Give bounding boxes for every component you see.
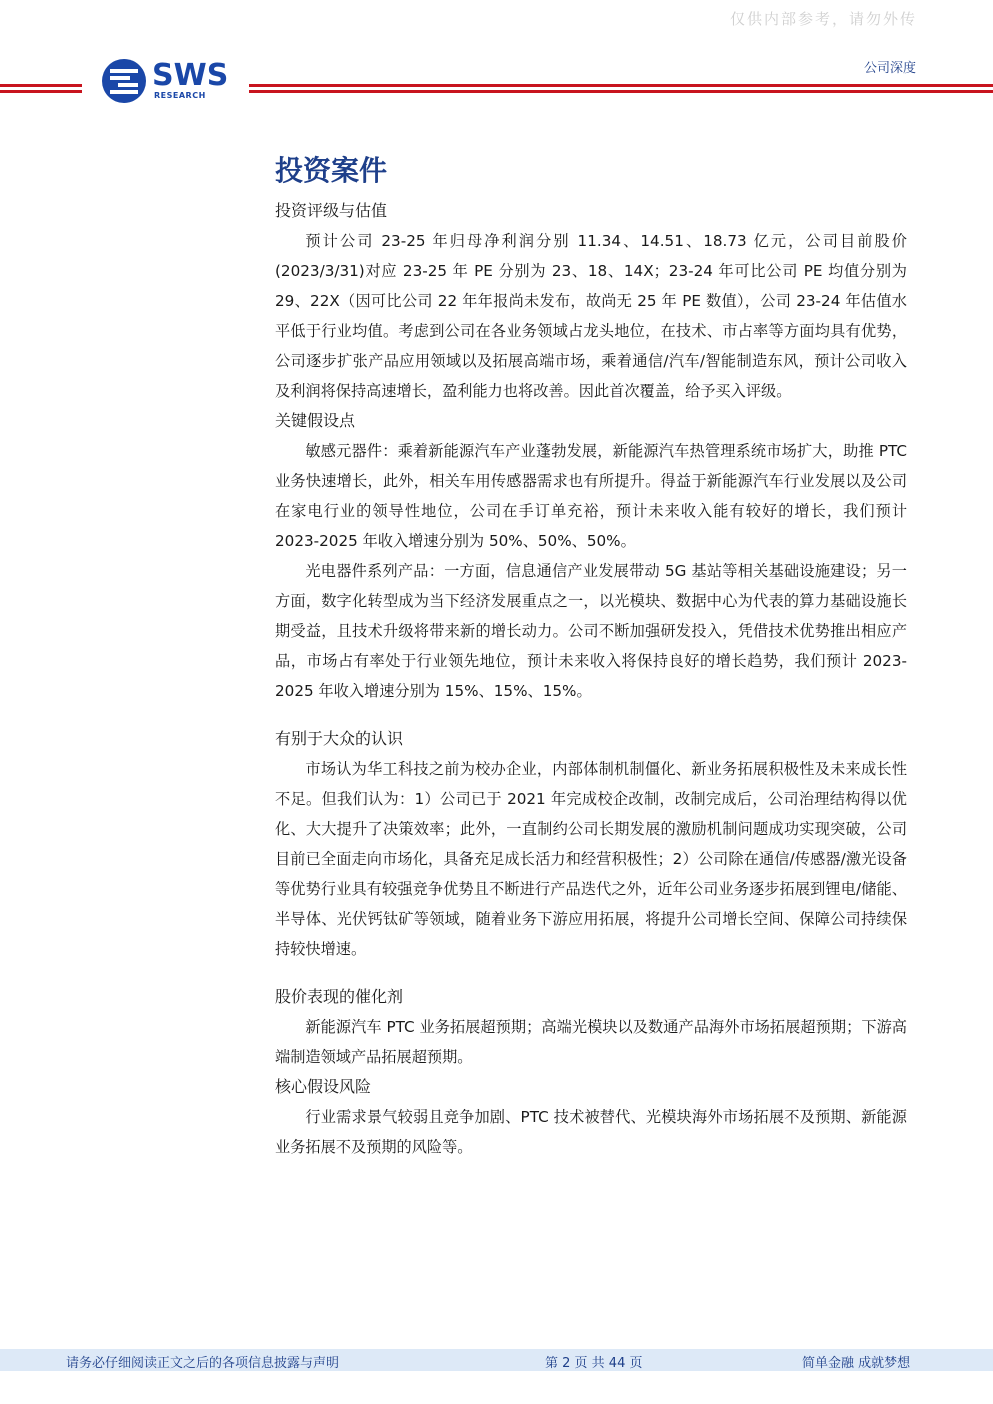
differentiated-view-heading: 有别于大众的认识 (275, 729, 404, 748)
footer-page-number: 第 2 页 共 44 页 (545, 1356, 643, 1371)
logo-subtitle: RESEARCH (154, 91, 206, 100)
sws-logo (100, 57, 230, 105)
footer-disclaimer: 请务必仔细阅读正文之后的各项信息披露与声明 (66, 1356, 340, 1371)
page-footer (0, 1349, 993, 1371)
logo-mark-icon (100, 57, 148, 105)
catalyst-heading: 股价表现的催化剂 (275, 987, 404, 1006)
risk-heading: 核心假设风险 (275, 1077, 372, 1096)
assumption-paragraph-2: 光电器件系列产品：一方面，信息通信产业发展带动 5G 基站等相关基础设施建设；另一方面，数字化转型成为当下经济发展重点之一，以光模块、数据中心为代表的算力基础设施长期受益，且技术升级将带来新的增长动力。公司不断加强研发投入，凭借技术优势推出相应产品，市场占有率处于行业领先地位，预计未来收入将保持良好的增长趋势，我们预计 2023-2025 年收入增速分别为 15%、15%、15%。 (275, 562, 907, 700)
footer-slogan: 简单金融 成就梦想 (802, 1356, 911, 1371)
rating-heading: 投资评级与估值 (275, 201, 388, 220)
assumption-paragraph-1: 敏感元器件：乘着新能源汽车产业蓬勃发展，新能源汽车热管理系统市场扩大，助推 PTC 业务快速增长，此外，相关车用传感器需求也有所提升。得益于新能源汽车行业发展以及公司在家电行业的领导性地位，公司在手订单充裕，预计未来收入能有较好的增长，我们预计 2023-2025 年收入增速分别为 50%、50%、50%。 (275, 442, 907, 550)
header-rule-right (249, 84, 993, 98)
header-rule-left (0, 84, 82, 98)
main-content (275, 148, 907, 1162)
confidential-watermark: 仅供内部参考，请勿外传 (729, 10, 917, 28)
catalyst-paragraph: 新能源汽车 PTC 业务拓展超预期；高端光模块以及数通产品海外市场拓展超预期；下游高端制造领域产品拓展超预期。 (275, 1018, 907, 1066)
section-title: 投资案件 (275, 154, 388, 187)
risk-paragraph: 行业需求景气较弱且竞争加剧、PTC 技术被替代、光模块海外市场拓展不及预期、新能源业务拓展不及预期的风险等。 (275, 1108, 907, 1156)
rating-paragraph: 预计公司 23-25 年归母净利润分别 11.34、14.51、18.73 亿元，公司目前股价(2023/3/31)对应 23-25 年 PE 分别为 23、18、14X；23-24 年可比公司 PE 均值分别为 29、22X（因可比公司 22 年年报尚未发布，故尚无 25 年 PE 数值），公司 23-24 年估值水平低于行业均值。考虑到公司在各业务领域占龙头地位，在技术、市占率等方面均具有优势，公司逐步扩张产品应用领域以及拓展高端市场，乘着通信/汽车/智能制造东风，预计公司收入及利润将保持高速增长，盈利能力也将改善。因此首次覆盖，给予买入评级。 (275, 232, 907, 400)
logo-wordmark: SWS (152, 58, 229, 93)
assumption-heading: 关键假设点 (275, 411, 356, 430)
document-type-label: 公司深度 (863, 61, 916, 76)
differentiated-view-paragraph: 市场认为华工科技之前为校办企业，内部体制机制僵化、新业务拓展积极性及未来成长性不足。但我们认为：1）公司已于 2021 年完成校企改制，改制完成后，公司治理结构得以优化、大大提升了决策效率；此外，一直制约公司长期发展的激励机制问题成功实现突破，公司目前已全面走向市场化，具备充足成长活力和经营积极性；2）公司除在通信/传感器/激光设备等优势行业具有较强竞争优势且不断进行产品迭代之外，近年公司业务逐步拓展到锂电/储能、半导体、光伏钙钛矿等领域，随着业务下游应用拓展，将提升公司增长空间、保障公司持续保持较快增速。 (275, 760, 907, 958)
